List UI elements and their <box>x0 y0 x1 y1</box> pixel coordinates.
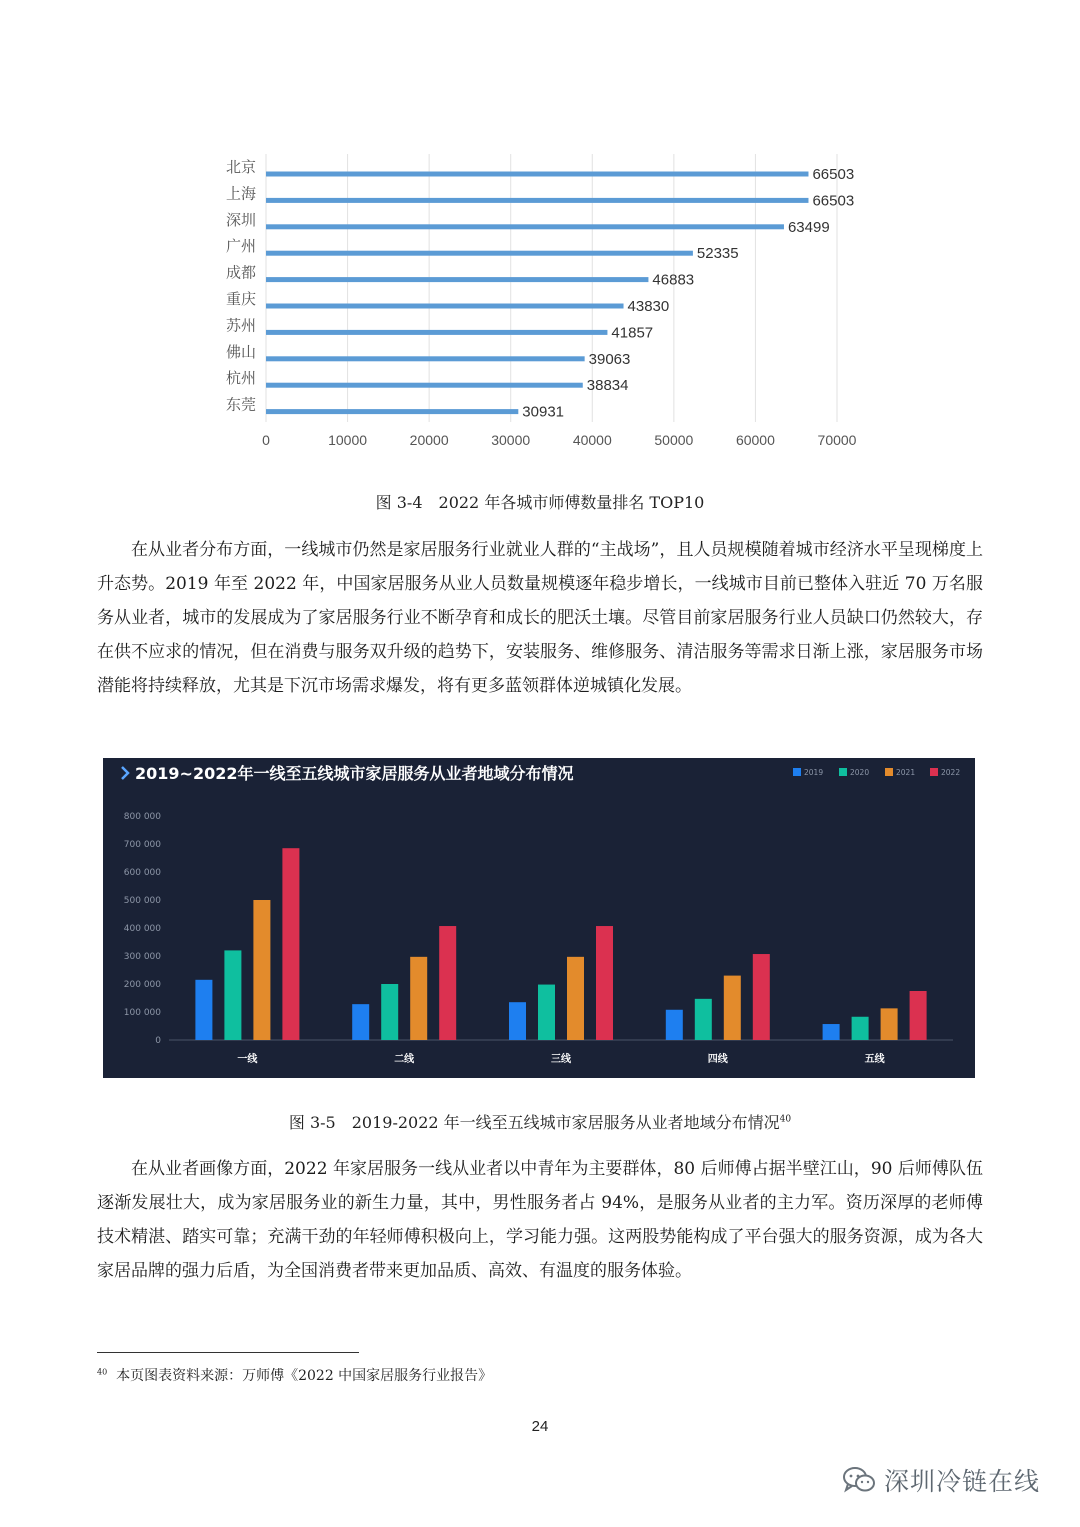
x-tick-label: 20000 <box>409 432 449 448</box>
bar <box>266 172 808 177</box>
footnote-ref: 40 <box>779 1114 792 1125</box>
bar <box>266 383 583 388</box>
legend-swatch <box>839 768 847 776</box>
legend-label: 2021 <box>896 768 916 777</box>
bar <box>823 1024 840 1040</box>
category-label: 佛山 <box>225 342 256 361</box>
y-tick-label: 600 000 <box>123 868 161 878</box>
wechat-icon <box>842 1465 876 1495</box>
category-label: 北京 <box>225 158 256 176</box>
y-tick-label: 0 <box>155 1036 161 1046</box>
legend-label: 2020 <box>850 768 870 777</box>
bar <box>567 957 584 1040</box>
bar <box>266 251 693 256</box>
footnote <box>97 1365 492 1385</box>
bar <box>596 926 613 1040</box>
region-distribution-chart <box>103 758 975 1078</box>
legend-swatch <box>793 768 801 776</box>
chevron-right-icon <box>122 767 128 779</box>
data-label: 30931 <box>522 403 565 421</box>
y-tick-label: 200 000 <box>123 980 161 990</box>
x-tick-label: 60000 <box>735 432 775 448</box>
region-distribution-chart-svg <box>103 758 975 1078</box>
y-tick-label: 400 000 <box>123 924 161 934</box>
bar <box>695 999 712 1040</box>
footnote-text: 本页图表资料来源：万师傅《2022 中国家居服务行业报告》 <box>116 1368 493 1384</box>
bar <box>282 848 299 1040</box>
y-tick-label: 100 000 <box>123 1008 161 1018</box>
bar <box>266 224 784 229</box>
category-label: 成都 <box>225 263 256 282</box>
category-label: 深圳 <box>225 210 256 229</box>
bar <box>852 1017 869 1040</box>
bar <box>538 985 555 1040</box>
figure-3-5-caption-text: 图 3-5 2019-2022 年一线至五线城市家居服务从业者地域分布情况 <box>288 1113 780 1132</box>
bar <box>266 198 808 203</box>
bar <box>266 277 648 282</box>
category-label: 广州 <box>225 237 256 256</box>
y-tick-label: 500 000 <box>123 896 161 906</box>
category-label: 上海 <box>225 184 256 203</box>
data-label: 41857 <box>611 324 654 342</box>
category-label: 四线 <box>707 1054 728 1065</box>
legend-swatch <box>885 768 893 776</box>
data-label: 66503 <box>812 166 855 183</box>
y-tick-label: 300 000 <box>123 952 161 962</box>
x-tick-label: 70000 <box>817 432 857 448</box>
legend-swatch <box>930 768 938 776</box>
bar <box>724 976 741 1040</box>
bar <box>352 1004 369 1040</box>
bar <box>253 900 270 1040</box>
category-label: 东莞 <box>225 395 256 414</box>
bar <box>439 926 456 1040</box>
x-tick-label: 40000 <box>572 432 612 448</box>
bar <box>266 304 624 309</box>
bar <box>266 330 607 335</box>
bar <box>509 1002 526 1040</box>
category-label: 五线 <box>864 1054 885 1065</box>
category-label: 重庆 <box>225 290 256 308</box>
data-label: 66503 <box>812 192 855 210</box>
body-paragraph-1: 在从业者分布方面，一线城市仍然是家居服务行业就业人群的“主战场”，且人员规模随着城市经济水平呈现梯度上升态势。2019 年至 2022 年，中国家居服务从业人员数量规模逐年稳步增长，一线城市目前已整体入驻近 70 万名服务从业者，城市的发展成为了家居服务行业不断孕育和成长的肥沃土壤。尽管目前家居服务行业人员缺口仍然较大，存在供不应求的情况，但在消费与服务双升级的趋势下，安装服务、维修服务、清洁服务等需求日渐上涨，家居服务市场潜能将持续释放，尤其是下沉市场需求爆发，将有更多蓝领群体逆城镇化发展。 <box>97 540 983 696</box>
bar <box>381 984 398 1040</box>
bar <box>410 957 427 1040</box>
bar <box>195 980 212 1040</box>
data-label: 43830 <box>627 298 670 315</box>
data-label: 52335 <box>696 245 739 263</box>
footnote-number: 40 <box>97 1367 108 1377</box>
category-label: 苏州 <box>225 316 256 335</box>
data-label: 38834 <box>586 377 629 395</box>
y-tick-label: 700 000 <box>123 840 161 850</box>
chart-title: 2019~2022年一线至五线城市家居服务从业者地域分布情况 <box>135 764 574 783</box>
bar <box>266 409 518 414</box>
page-number: 24 <box>531 1418 549 1435</box>
category-label: 二线 <box>394 1054 415 1065</box>
category-label: 三线 <box>551 1054 571 1065</box>
legend-label: 2019 <box>804 768 824 777</box>
bar <box>910 991 927 1040</box>
body-paragraph-2: 在从业者画像方面，2022 年家居服务一线从业者以中青年为主要群体，80 后师傅占据半壁江山，90 后师傅队伍逐渐发展壮大，成为家居服务业的新生力量，其中，男性服务者占 94%，是服务从业者的主力军。资历深厚的老师傅技术精湛、踏实可靠；充满干劲的年轻师傅积极向上，学习能力强。这两股势能构成了平台强大的服务资源，成为各大家居品牌的强力后盾，为全国消费者带来更加品质、高效、有温度的服务体验。 <box>97 1159 983 1281</box>
data-label: 39063 <box>588 350 631 368</box>
city-ranking-chart-svg <box>200 150 880 460</box>
x-tick-label: 30000 <box>491 432 531 448</box>
city-ranking-chart <box>200 150 880 464</box>
bar <box>266 356 585 361</box>
bar <box>881 1008 898 1040</box>
bar <box>224 950 241 1040</box>
x-tick-label: 10000 <box>328 432 368 448</box>
bar <box>753 954 770 1040</box>
watermark <box>842 1462 1040 1498</box>
legend-label: 2022 <box>941 768 961 777</box>
footnote-divider <box>97 1352 359 1353</box>
y-tick-label: 800 000 <box>123 812 161 822</box>
figure-3-5-caption <box>0 1110 1080 1133</box>
category-label: 杭州 <box>225 369 256 388</box>
data-label: 46883 <box>652 271 695 289</box>
x-tick-label: 50000 <box>654 432 694 448</box>
figure-3-4-caption: 图 3-4 2022 年各城市师傅数量排名 TOP10 <box>375 493 705 512</box>
watermark-text: 深圳冷链在线 <box>884 1467 1041 1496</box>
x-tick-label: 0 <box>262 432 270 448</box>
bar <box>666 1010 683 1040</box>
data-label: 63499 <box>787 218 830 236</box>
category-label: 一线 <box>237 1054 258 1065</box>
